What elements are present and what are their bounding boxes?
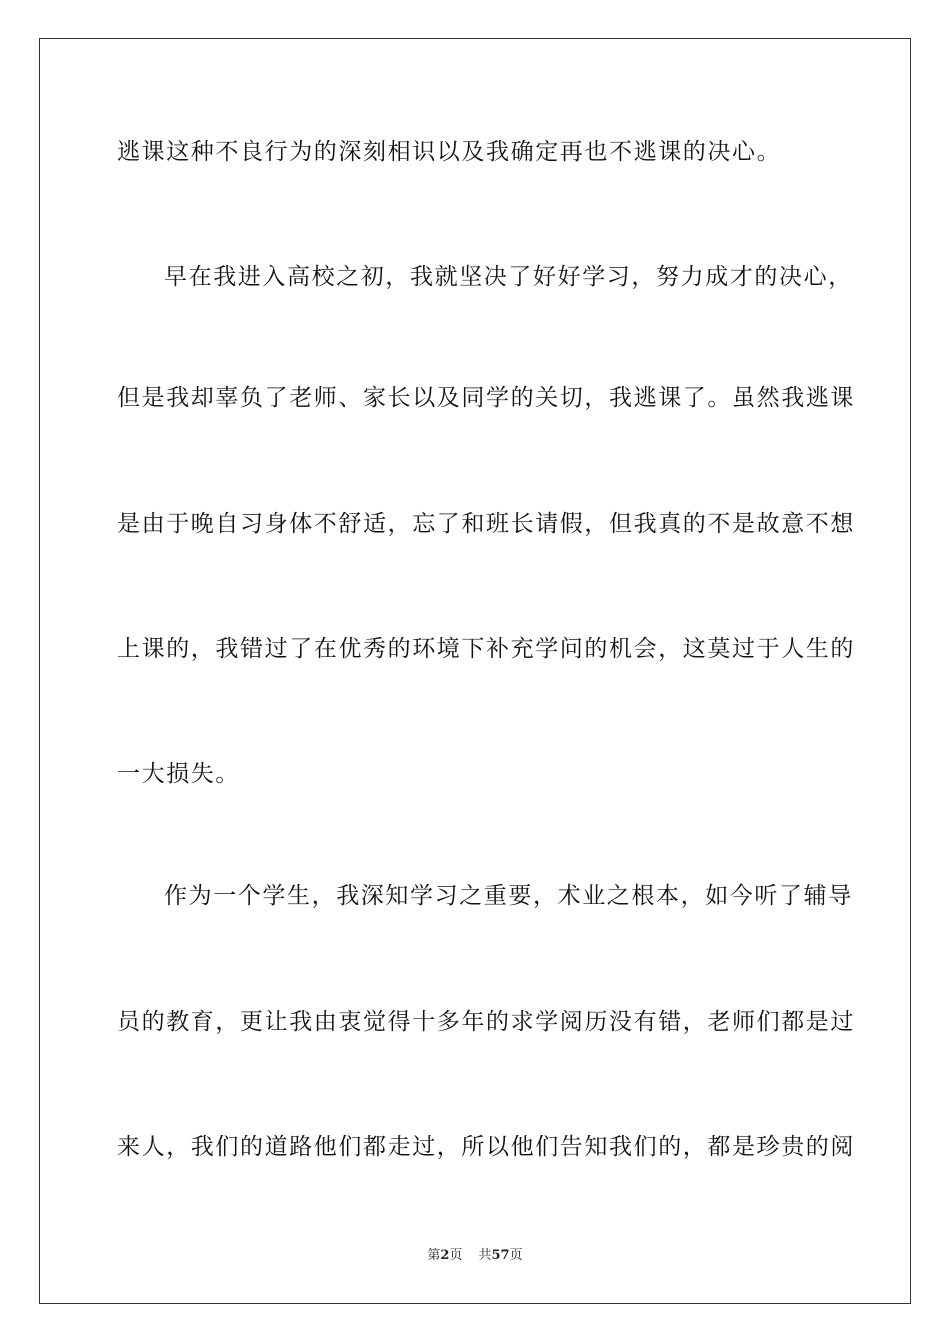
text-line-3: 但是我却辜负了老师、家长以及同学的关切，我逃课了。虽然我逃课 — [117, 385, 855, 411]
text-line-1: 逃课这种不良行为的深刻相识以及我确定再也不逃课的决心。 — [117, 139, 782, 165]
text-line-6: 一大损失。 — [117, 761, 240, 787]
total-suffix: 页 — [509, 1248, 523, 1263]
page-footer — [0, 1247, 950, 1265]
text-line-9: 来人，我们的道路他们都走过，所以他们告知我们的，都是珍贵的阅 — [117, 1134, 855, 1160]
text-line-5: 上课的，我错过了在优秀的环境下补充学问的机会，这莫过于人生的 — [117, 636, 855, 662]
page-number: 2 — [440, 1248, 450, 1263]
text-line-4: 是由于晚自习身体不舒适，忘了和班长请假，但我真的不是故意不想 — [117, 511, 855, 537]
text-line-2: 早在我进入高校之初，我就坚决了好好学习，努力成才的决心， — [164, 264, 853, 290]
page-border — [39, 38, 911, 1304]
total-prefix: 共 — [478, 1248, 492, 1263]
page-prefix: 第 — [427, 1248, 441, 1263]
page-suffix: 页 — [449, 1248, 463, 1263]
text-line-7: 作为一个学生，我深知学习之重要，术业之根本，如今听了辅导 — [164, 883, 853, 909]
total-pages: 57 — [491, 1248, 510, 1263]
text-line-8: 员的教育，更让我由衷觉得十多年的求学阅历没有错，老师们都是过 — [117, 1009, 855, 1035]
